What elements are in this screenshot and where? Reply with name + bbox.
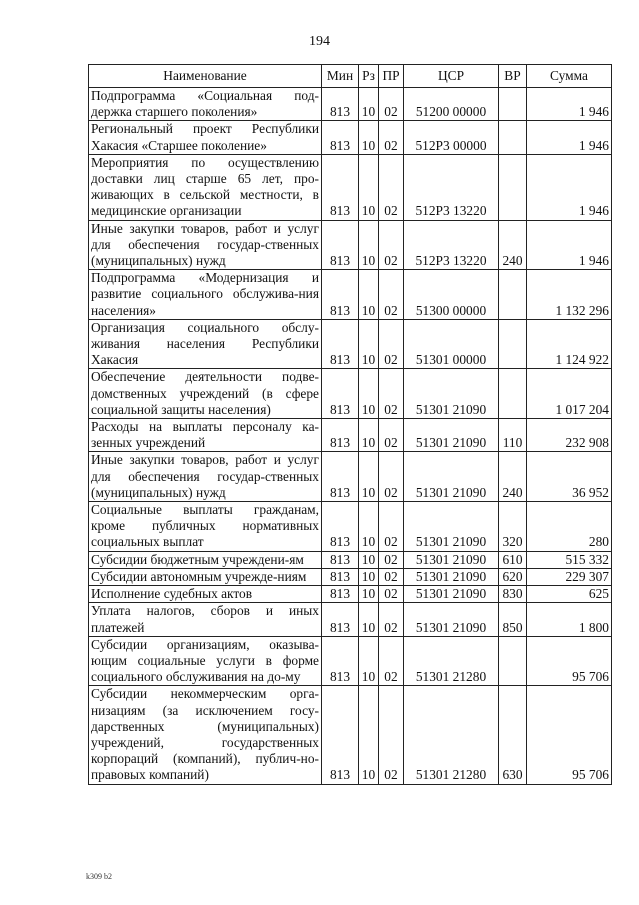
row-min: 813: [322, 686, 359, 784]
row-name: Уплата налогов, сборов и иных платежей: [89, 603, 322, 636]
row-vr: 110: [499, 419, 527, 452]
header-csr: ЦСР: [404, 65, 499, 88]
row-pr: 02: [379, 88, 404, 121]
row-pr: 02: [379, 452, 404, 502]
header-name: Наименование: [89, 65, 322, 88]
row-name: Субсидии бюджетным учреждени-ям: [89, 551, 322, 568]
row-vr: 240: [499, 452, 527, 502]
row-vr: 850: [499, 603, 527, 636]
row-min: 813: [322, 603, 359, 636]
header-sum: Сумма: [527, 65, 612, 88]
row-min: 813: [322, 88, 359, 121]
row-csr: 51301 21090: [404, 568, 499, 585]
row-rz: 10: [359, 319, 379, 369]
row-rz: 10: [359, 88, 379, 121]
row-rz: 10: [359, 154, 379, 220]
row-rz: 10: [359, 121, 379, 154]
table-row: [89, 452, 612, 502]
row-csr: 51301 21280: [404, 636, 499, 686]
row-name: Расходы на выплаты персоналу ка-зенных учреждений: [89, 419, 322, 452]
row-pr: 02: [379, 419, 404, 452]
row-name: Субсидии некоммерческим орга-низациям (за исключением госу-дарственных (муниципальных) учреждений, государственных корпораций (компаний), публич-но-правовых компаний): [89, 686, 322, 784]
row-rz: 10: [359, 452, 379, 502]
row-pr: 02: [379, 686, 404, 784]
row-rz: 10: [359, 270, 379, 320]
row-pr: 02: [379, 154, 404, 220]
table-row: [89, 419, 612, 452]
row-min: 813: [322, 319, 359, 369]
row-vr: [499, 88, 527, 121]
row-vr: 610: [499, 551, 527, 568]
table-row: [89, 154, 612, 220]
table-row: [89, 586, 612, 603]
row-sum: 95 706: [527, 636, 612, 686]
row-vr: [499, 319, 527, 369]
table-body: [89, 88, 612, 785]
row-rz: 10: [359, 636, 379, 686]
row-csr: 51301 00000: [404, 319, 499, 369]
table-row: [89, 636, 612, 686]
row-pr: 02: [379, 319, 404, 369]
table-header-row: [89, 65, 612, 88]
table-row: [89, 319, 612, 369]
row-sum: 1 946: [527, 154, 612, 220]
row-sum: 625: [527, 586, 612, 603]
row-vr: 620: [499, 568, 527, 585]
row-vr: 830: [499, 586, 527, 603]
row-vr: [499, 154, 527, 220]
row-rz: 10: [359, 369, 379, 419]
row-min: 813: [322, 369, 359, 419]
row-min: 813: [322, 502, 359, 552]
row-vr: [499, 270, 527, 320]
table-row: [89, 121, 612, 154]
row-sum: 232 908: [527, 419, 612, 452]
row-sum: 1 132 296: [527, 270, 612, 320]
row-vr: 630: [499, 686, 527, 784]
row-pr: 02: [379, 121, 404, 154]
table-row: [89, 88, 612, 121]
row-vr: [499, 121, 527, 154]
budget-table: [88, 64, 612, 785]
row-vr: 240: [499, 220, 527, 270]
row-csr: 51301 21090: [404, 502, 499, 552]
row-csr: 51301 21090: [404, 551, 499, 568]
row-sum: 1 800: [527, 603, 612, 636]
row-min: 813: [322, 154, 359, 220]
row-pr: 02: [379, 270, 404, 320]
row-csr: 51301 21090: [404, 369, 499, 419]
row-sum: 1 124 922: [527, 319, 612, 369]
row-name: Исполнение судебных актов: [89, 586, 322, 603]
row-name: Иные закупки товаров, работ и услуг для обеспечения государ-ственных (муниципальных) нужд: [89, 220, 322, 270]
row-min: 813: [322, 452, 359, 502]
row-sum: 1 946: [527, 220, 612, 270]
row-rz: 10: [359, 586, 379, 603]
row-name: Подпрограмма «Социальная под-держка старшего поколения»: [89, 88, 322, 121]
table-row: [89, 270, 612, 320]
header-min: Мин: [322, 65, 359, 88]
row-min: 813: [322, 419, 359, 452]
row-name: Подпрограмма «Модернизация и развитие социального обслужива-ния населения»: [89, 270, 322, 320]
row-csr: 51301 21090: [404, 419, 499, 452]
footer-code: k309 b2: [86, 872, 112, 881]
row-min: 813: [322, 586, 359, 603]
row-name: Организация социального обслу-живания населения Республики Хакасия: [89, 319, 322, 369]
row-sum: 515 332: [527, 551, 612, 568]
row-rz: 10: [359, 220, 379, 270]
row-min: 813: [322, 270, 359, 320]
row-csr: 51300 00000: [404, 270, 499, 320]
row-sum: 1 946: [527, 121, 612, 154]
row-csr: 512Р3 13220: [404, 154, 499, 220]
row-sum: 229 307: [527, 568, 612, 585]
table-row: [89, 369, 612, 419]
row-rz: 10: [359, 603, 379, 636]
row-name: Иные закупки товаров, работ и услуг для обеспечения государ-ственных (муниципальных) нужд: [89, 452, 322, 502]
row-name: Социальные выплаты гражданам, кроме публичных нормативных социальных выплат: [89, 502, 322, 552]
row-min: 813: [322, 551, 359, 568]
row-sum: 280: [527, 502, 612, 552]
row-name: Обеспечение деятельности подве-домственных учреждений (в сфере социальной защиты населения): [89, 369, 322, 419]
row-rz: 10: [359, 419, 379, 452]
table-row: [89, 502, 612, 552]
table-row: [89, 686, 612, 784]
header-pr: ПР: [379, 65, 404, 88]
row-csr: 51301 21280: [404, 686, 499, 784]
row-sum: 95 706: [527, 686, 612, 784]
table-row: [89, 568, 612, 585]
row-min: 813: [322, 121, 359, 154]
row-csr: 51200 00000: [404, 88, 499, 121]
header-rz: Рз: [359, 65, 379, 88]
row-pr: 02: [379, 568, 404, 585]
table-row: [89, 603, 612, 636]
row-pr: 02: [379, 220, 404, 270]
row-pr: 02: [379, 551, 404, 568]
row-pr: 02: [379, 369, 404, 419]
row-sum: 1 946: [527, 88, 612, 121]
row-min: 813: [322, 220, 359, 270]
row-csr: 51301 21090: [404, 586, 499, 603]
row-pr: 02: [379, 636, 404, 686]
row-name: Мероприятия по осуществлению доставки лиц старше 65 лет, про-живающих в сельской местности, в медицинские организации: [89, 154, 322, 220]
row-name: Субсидии автономным учрежде-ниям: [89, 568, 322, 585]
header-vr: ВР: [499, 65, 527, 88]
page-number: 194: [309, 34, 330, 49]
row-rz: 10: [359, 568, 379, 585]
row-name: Субсидии организациям, оказыва-ющим социальные услуги в форме социального обслуживания на до-му: [89, 636, 322, 686]
row-csr: 51301 21090: [404, 603, 499, 636]
row-vr: [499, 369, 527, 419]
row-rz: 10: [359, 502, 379, 552]
row-rz: 10: [359, 551, 379, 568]
row-min: 813: [322, 568, 359, 585]
row-vr: [499, 636, 527, 686]
row-vr: 320: [499, 502, 527, 552]
row-rz: 10: [359, 686, 379, 784]
row-sum: 36 952: [527, 452, 612, 502]
row-pr: 02: [379, 603, 404, 636]
row-min: 813: [322, 636, 359, 686]
row-pr: 02: [379, 502, 404, 552]
row-name: Региональный проект Республики Хакасия «Старшее поколение»: [89, 121, 322, 154]
row-csr: 512Р3 13220: [404, 220, 499, 270]
table-row: [89, 551, 612, 568]
row-sum: 1 017 204: [527, 369, 612, 419]
row-csr: 51301 21090: [404, 452, 499, 502]
row-csr: 512Р3 00000: [404, 121, 499, 154]
row-pr: 02: [379, 586, 404, 603]
table-row: [89, 220, 612, 270]
